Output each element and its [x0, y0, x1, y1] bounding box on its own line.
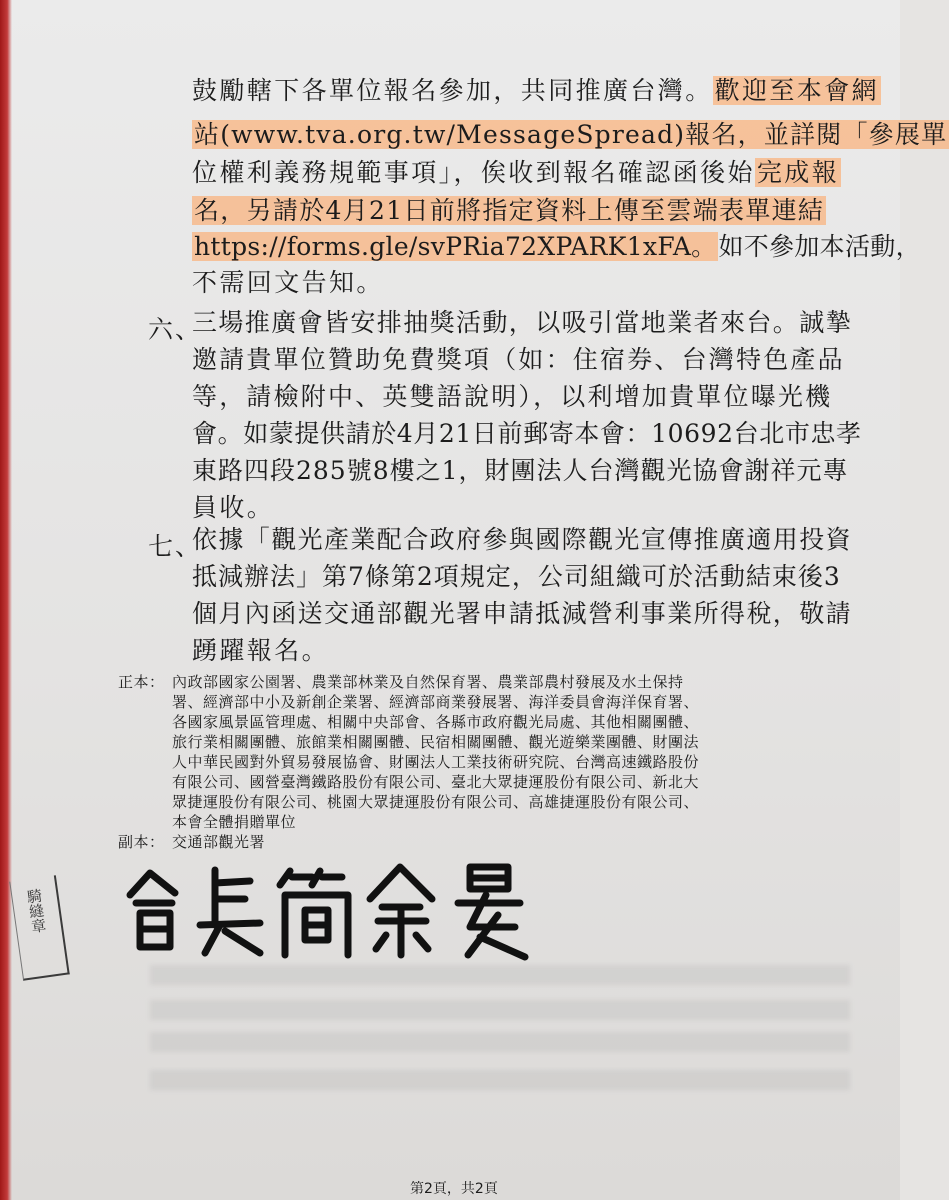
- bleed-through-line: [150, 965, 850, 985]
- copy-recipient-value: 交通部觀光署: [172, 833, 266, 851]
- signature-image: [120, 855, 540, 965]
- recipient-line: 有限公司、國營臺灣鐵路股份有限公司、臺北大眾捷運股份有限公司、新北大: [172, 773, 700, 791]
- section-7-line: 個月內函送交通部觀光署申請抵減營利事業所得稅，敬請: [192, 599, 853, 628]
- section-6-line: 東路四段285號8樓之1，財團法人台灣觀光協會謝祥元專: [192, 456, 849, 485]
- section-6-line: 邀請貴單位贊助免費獎項（如：住宿券、台灣特色產品: [192, 345, 845, 374]
- section-5-line: 位權利義務規範事項」，俟收到報名確認函後始完成報: [192, 158, 840, 187]
- section-6-line: 等，請檢附中、英雙語說明），以利增加貴單位曝光機: [192, 382, 833, 411]
- section-6-number: 六、: [148, 315, 203, 344]
- section-7-line: 抵減辦法」第7條第2項規定，公司組織可於活動結束後3: [192, 562, 841, 591]
- recipient-line: 旅行業相關團體、旅館業相關團體、民宿相關團體、觀光遊樂業團體、財團法: [172, 733, 700, 751]
- copy-recipients-label: 副本：: [118, 833, 165, 851]
- section-5-line: 名，另請於4月21日前將指定資料上傳至雲端表單連結: [194, 196, 825, 225]
- section-5-line: 不需回文告知。: [192, 268, 384, 297]
- recipient-line: 各國家風景區管理處、相關中央部會、各縣市政府觀光局處、其他相關團體、: [172, 713, 700, 731]
- section-5-line: 鼓勵轄下各單位報名參加，共同推廣台灣。歡迎至本會網: [192, 76, 880, 105]
- section-5-line: https://forms.gle/svPRia72XPARK1xFA。如不參加本活動，: [194, 232, 921, 261]
- recipient-line: 署、經濟部中小及新創企業署、經濟部商業發展署、海洋委員會海洋保育署、: [172, 693, 700, 711]
- red-page-edge: [0, 0, 12, 1200]
- seam-stamp-text: 騎縫章: [24, 887, 49, 935]
- section-6-line: 員收。: [192, 493, 275, 522]
- bleed-through-line: [150, 1000, 850, 1020]
- section-6-line: 會。如蒙提供請於4月21日前郵寄本會：10692台北市忠孝: [192, 419, 862, 448]
- bleed-through-line: [150, 1070, 850, 1090]
- bleed-through-line: [150, 1032, 850, 1052]
- recipient-line: 眾捷運股份有限公司、桃園大眾捷運股份有限公司、高雄捷運股份有限公司、: [172, 793, 700, 811]
- page-number: 第2頁，共2頁: [410, 1181, 498, 1197]
- section-5-line: 站(www.tva.org.tw/MessageSpread)報名，並詳閱「參展單: [194, 120, 948, 149]
- section-7-number: 七、: [148, 532, 203, 561]
- recipient-line: 人中華民國對外貿易發展協會、財團法人工業技術研究院、台灣高速鐵路股份: [172, 753, 700, 771]
- section-7-line: 踴躍報名。: [192, 636, 330, 665]
- main-recipients-label: 正本：: [118, 673, 165, 691]
- recipient-line: 本會全體捐贈單位: [172, 813, 297, 831]
- section-6-line: 三場推廣會皆安排抽獎活動，以吸引當地業者來台。誠摯: [192, 308, 853, 337]
- recipient-line: 內政部國家公園署、農業部林業及自然保育署、農業部農村發展及水土保持: [172, 673, 684, 691]
- section-7-line: 依據「觀光產業配合政府參與國際觀光宣傳推廣適用投資: [192, 525, 853, 554]
